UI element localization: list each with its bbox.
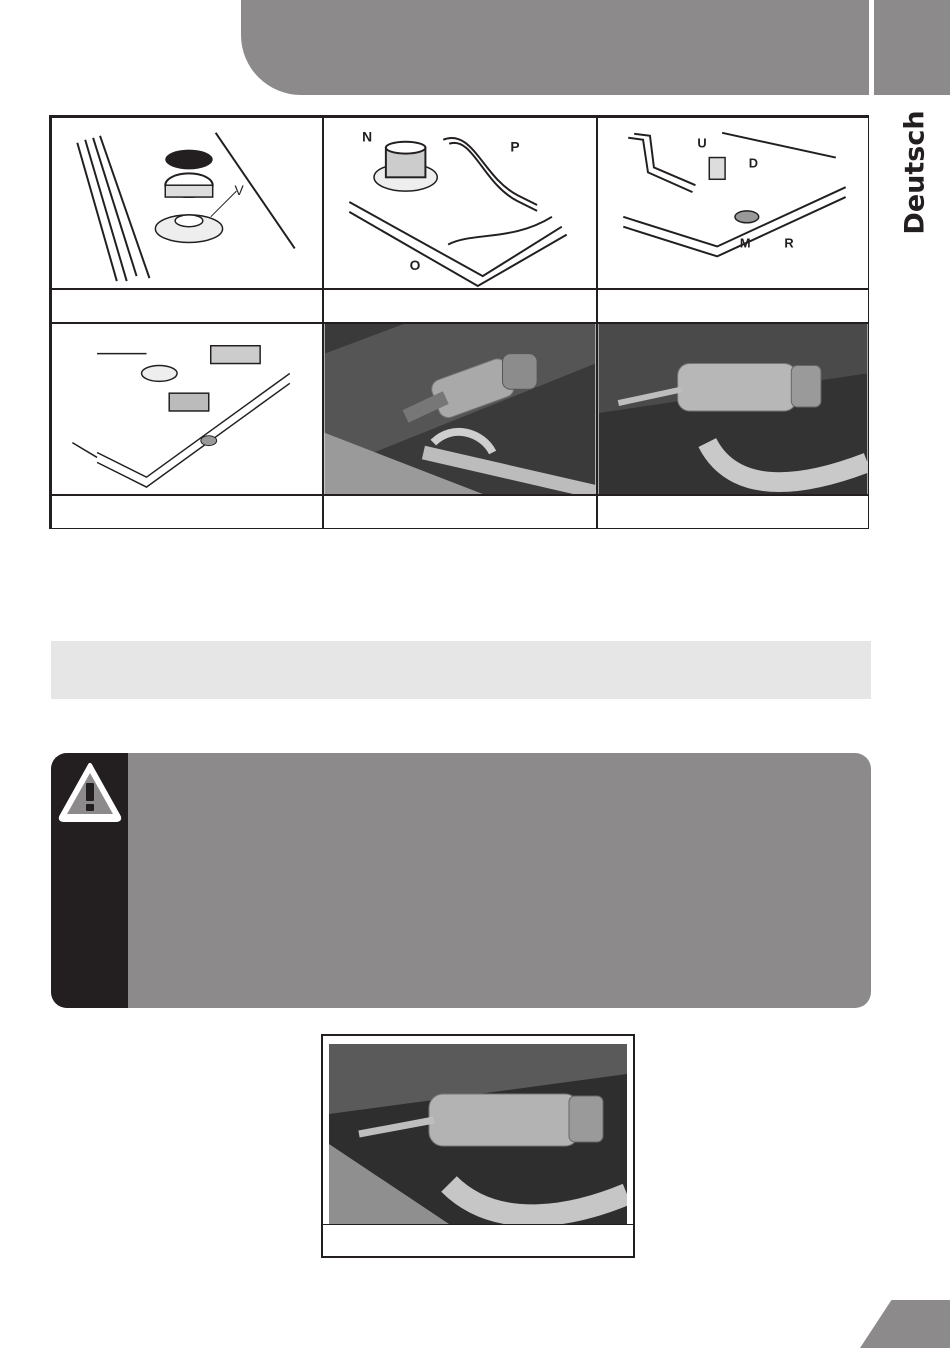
section-heading-band: [51, 641, 871, 699]
figure-2-caption: [323, 289, 597, 323]
figure-2-drawing: [323, 117, 597, 289]
label-n: N: [362, 128, 373, 145]
label-p: P: [510, 138, 520, 155]
figure-5-photo: [323, 323, 597, 495]
language-label: Deutsch: [899, 109, 931, 235]
figure-1-caption: [51, 289, 323, 323]
figure-4-caption: [51, 495, 323, 529]
warning-strip: [51, 753, 128, 1008]
warning-box: [51, 753, 871, 1008]
warning-triangle-icon: [57, 761, 123, 823]
label-v: V: [234, 182, 244, 199]
figure-7: [321, 1034, 635, 1258]
figure-3-caption: [597, 289, 869, 323]
figure-6-photo: [597, 323, 869, 495]
figure-3-drawing: [597, 117, 869, 289]
label-r: R: [784, 235, 794, 251]
figure-1-drawing: [51, 117, 323, 289]
label-u: U: [697, 135, 707, 151]
figure-4-drawing: [51, 323, 323, 495]
figure-7-photo: [329, 1044, 627, 1224]
figure-grid: [49, 115, 869, 529]
label-d: D: [748, 155, 759, 171]
header-tab-right: [874, 0, 950, 95]
header-tab: [241, 0, 869, 95]
language-tab: [890, 109, 940, 235]
label-m: M: [739, 235, 751, 251]
figure-5-caption: [323, 495, 597, 529]
label-o: O: [409, 257, 421, 274]
page-corner-tab: [860, 1300, 950, 1348]
figure-6-caption: [597, 495, 869, 529]
figure-7-caption: [323, 1224, 633, 1257]
